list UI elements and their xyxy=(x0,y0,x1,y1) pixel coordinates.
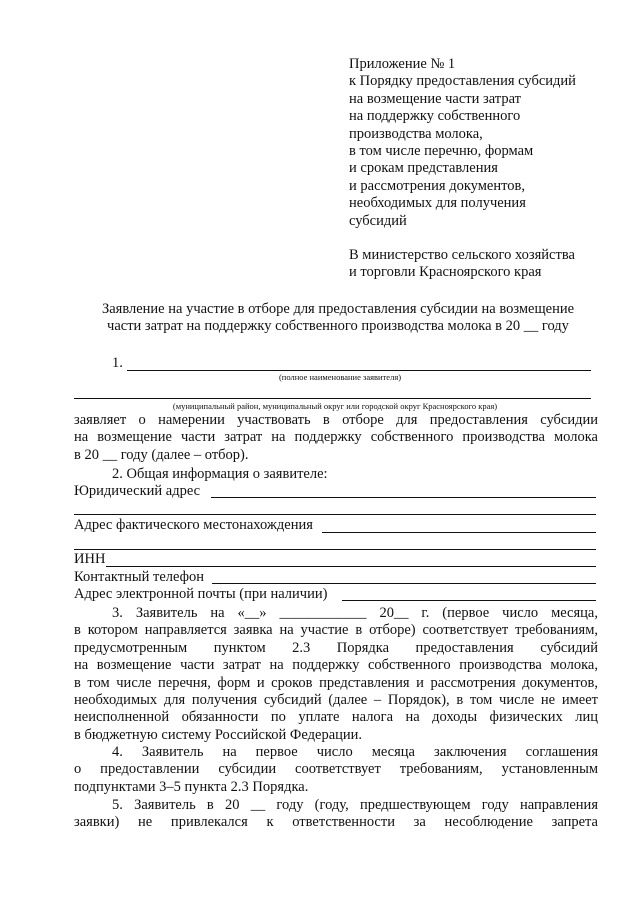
section4-text xyxy=(74,744,598,796)
section2-heading: 2. Общая информация о заявителе: xyxy=(112,466,328,482)
email-field[interactable] xyxy=(342,600,596,601)
section5-text xyxy=(74,797,598,832)
appendix-line: субсидий xyxy=(349,212,407,229)
appendix-line: производства молока, xyxy=(349,125,483,142)
actual-address-label: Адрес фактического местонахождения xyxy=(74,517,313,533)
applicant-name-caption: (полное наименование заявителя) xyxy=(278,372,402,382)
section4-line: о предоставлении субсидии соответствует требованиям, установленным xyxy=(74,761,598,778)
appendix-line: к Порядку предоставления субсидий xyxy=(349,73,576,90)
appendix-line: на возмещение части затрат xyxy=(349,90,521,107)
section4-line: 4. Заявитель на первое число месяца заключения соглашения xyxy=(112,744,598,760)
section3-line: неисполненной обязанности по уплате налога на доходы физических лиц xyxy=(74,709,598,726)
legal-address-label: Юридический адрес xyxy=(74,483,201,499)
legal-address-field[interactable] xyxy=(211,497,596,498)
applicant-area-field[interactable] xyxy=(74,398,591,399)
appendix-line: в том числе перечню, формам xyxy=(349,143,534,160)
appendix-line: необходимых для получения xyxy=(349,195,526,212)
applicant-name-field[interactable] xyxy=(127,370,591,371)
email-label: Адрес электронной почты (при наличии) xyxy=(74,586,328,602)
addressee-line: В министерство сельского хозяйства xyxy=(349,247,575,263)
section4-line: подпунктами 3–5 пункта 2.3 Порядка. xyxy=(74,778,309,795)
phone-label: Контактный телефон xyxy=(74,569,205,585)
section3-line: предусмотренным пунктом 2.3 Порядка предоставления субсидий xyxy=(74,639,598,656)
section3-line: 3. Заявитель на «__» ____________ 20__ г. (первое число месяца, xyxy=(112,605,598,621)
document-title xyxy=(74,301,602,336)
legal-address-field-2[interactable] xyxy=(74,514,596,515)
section1-text xyxy=(74,412,598,464)
inn-label: ИНН xyxy=(74,551,106,567)
applicant-area-caption: (муниципальный район, муниципальный округ или городской округ Красноярского края) xyxy=(172,401,498,411)
title-line: Заявление на участие в отборе для предоставления субсидии на возмещение xyxy=(101,301,575,317)
inn-field[interactable] xyxy=(106,566,596,567)
section3-line: на возмещение части затрат на поддержку собственного производства молока, xyxy=(74,657,598,674)
appendix-header xyxy=(349,56,619,230)
title-line: части затрат на поддержку собственного производства молока в 20 __ году xyxy=(107,318,569,335)
section1-line: на возмещение части затрат на поддержку собственного производства молока xyxy=(74,429,598,446)
section5-line: 5. Заявитель в 20 __ году (году, предшествующем году направления xyxy=(112,797,598,813)
addressee-line: и торговли Красноярского края xyxy=(349,264,542,281)
section3-line: в котором направляется заявка на участие в отборе) соответствует требованиям, xyxy=(74,622,598,639)
section3-line: необходимых для получения субсидий (далее – Порядок), в том числе не имеет xyxy=(74,692,598,709)
section1-line: в 20 __ году (далее – отбор). xyxy=(74,446,249,463)
section3-line: в том числе перечня, форм и сроков представления и рассмотрения документов, xyxy=(74,674,598,691)
addressee-block xyxy=(349,247,575,282)
actual-address-field-2[interactable] xyxy=(74,549,596,550)
appendix-line: и срокам представления xyxy=(349,160,498,177)
section3-line: в бюджетную систему Российской Федерации. xyxy=(74,726,363,743)
section1-number: 1. xyxy=(112,355,123,371)
appendix-line: Приложение № 1 xyxy=(349,56,456,72)
section1-line: заявляет о намерении участвовать в отборе для предоставления субсидии xyxy=(74,412,598,428)
section5-line: заявки) не привлекался к ответственности за несоблюдение запрета xyxy=(74,814,598,831)
phone-field[interactable] xyxy=(212,583,596,584)
actual-address-field[interactable] xyxy=(322,532,596,533)
section3-text xyxy=(74,605,598,744)
appendix-line: на поддержку собственного xyxy=(349,108,521,125)
appendix-line: и рассмотрения документов, xyxy=(349,177,525,194)
